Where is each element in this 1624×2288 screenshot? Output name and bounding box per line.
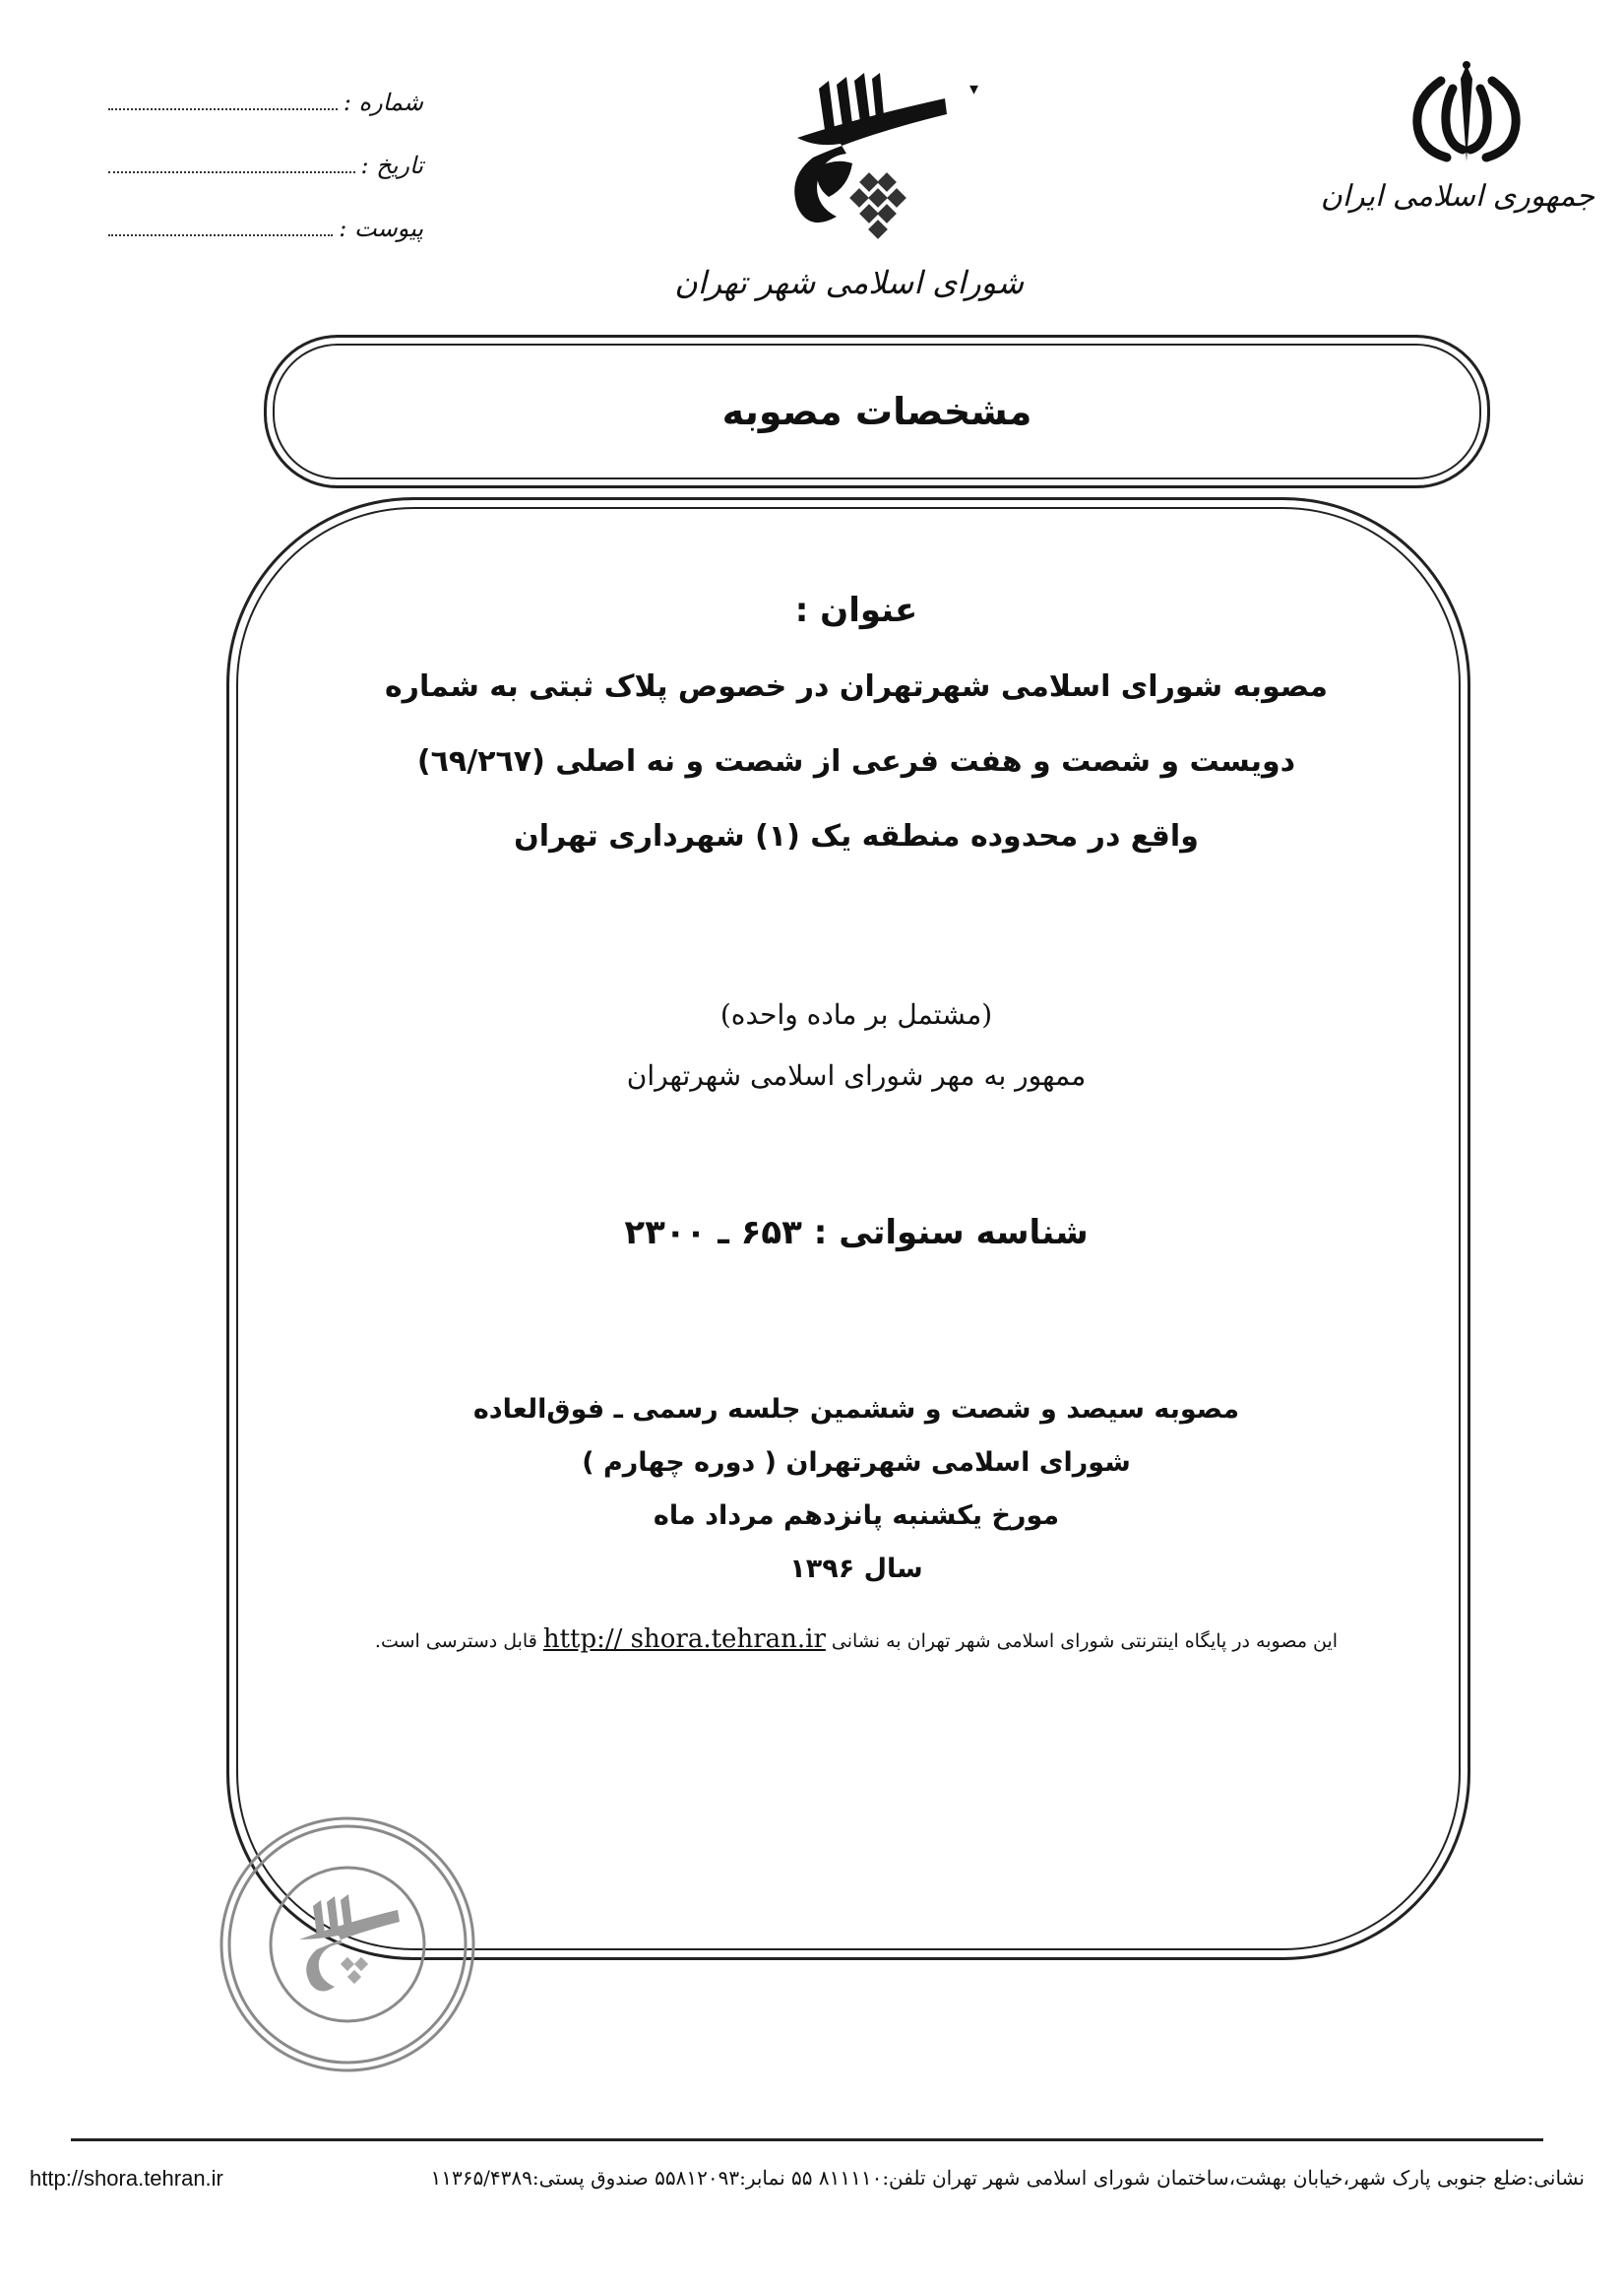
date-field-dots xyxy=(108,154,355,173)
emblem-icon xyxy=(1398,59,1535,167)
access-note-after: قابل دسترسی است. xyxy=(374,1630,537,1652)
number-field-label: شماره : xyxy=(343,89,423,116)
reference-fields xyxy=(108,89,423,278)
emblem-caption: جمهوری اسلامی ایران xyxy=(1320,179,1594,214)
date-field-label: تاریخ : xyxy=(360,152,423,179)
identifier-value: ۶۵۳ ـ ۲۳۰۰ xyxy=(624,1213,802,1252)
session-line-2: شورای اسلامی شهرتهران ( دوره چهارم ) xyxy=(582,1447,1131,1478)
session-line-1: مصوبه سیصد و شصت و ششمین جلسه رسمی ـ فوق‌العاده xyxy=(472,1394,1240,1425)
subject-label: عنوان : xyxy=(794,591,918,630)
access-note xyxy=(276,1624,1437,1654)
scope-line-2: ممهور به مهر شورای اسلامی شهرتهران xyxy=(626,1059,1087,1092)
scope-block xyxy=(276,985,1437,1107)
scope-line-1: (مشتمل بر ماده واحده) xyxy=(719,998,993,1031)
council-caption: شورای اسلامی شهر تهران xyxy=(674,264,1024,301)
ornament-dot: ▾ xyxy=(969,79,979,99)
session-block xyxy=(276,1383,1437,1596)
attachment-field-dots xyxy=(108,217,333,236)
number-field-dots xyxy=(108,91,338,110)
footer-divider xyxy=(71,2138,1543,2141)
subject-line-2: دویست و شصت و هفت فرعی از شصت و نه اصلی (٦٩/٢٦٧) xyxy=(416,744,1296,779)
national-emblem xyxy=(1320,59,1594,214)
subject-block xyxy=(276,650,1437,874)
subject-line-3: واقع در محدوده منطقه یک (۱) شهرداری تهران xyxy=(514,819,1199,854)
number-field xyxy=(108,89,423,152)
annual-identifier xyxy=(276,1213,1437,1252)
footer-address: نشانی:ضلع جنوبی پارک شهر،خیابان بهشت،ساختمان شورای اسلامی شهر تهران تلفن:۸۱۱۱۱۰ ۵۵ نمابر:۵۵۸۱۲۰۹۳ صندوق پستی:۱۱۳۶۵/۴۳۸۹ xyxy=(430,2166,1585,2190)
session-line-3: مورخ یکشنبه پانزدهم مرداد ماه xyxy=(653,1500,1060,1531)
attachment-field-label: پیوست : xyxy=(339,215,423,242)
access-note-before: این مصوبه در پایگاه اینترنتی شورای اسلامی شهر تهران به نشانی xyxy=(831,1630,1339,1652)
identifier-label: شناسه سنواتی : xyxy=(813,1213,1089,1252)
subject-line-1: مصوبه شورای اسلامی شهرتهران در خصوص پلاک ثبتی به شماره xyxy=(384,669,1329,704)
footer-url[interactable]: http://shora.tehran.ir xyxy=(30,2166,223,2191)
date-field xyxy=(108,152,423,215)
council-logo-icon xyxy=(758,59,955,256)
header-title-box xyxy=(264,335,1490,488)
seal-icon xyxy=(215,1811,480,2077)
council-seal-stamp xyxy=(215,1811,480,2077)
access-note-url[interactable]: http:// shora.tehran.ir xyxy=(542,1624,826,1654)
document-title: مشخصات مصوبه xyxy=(721,390,1032,433)
session-line-4: سال ۱۳۹۶ xyxy=(789,1554,923,1584)
attachment-field xyxy=(108,215,423,278)
